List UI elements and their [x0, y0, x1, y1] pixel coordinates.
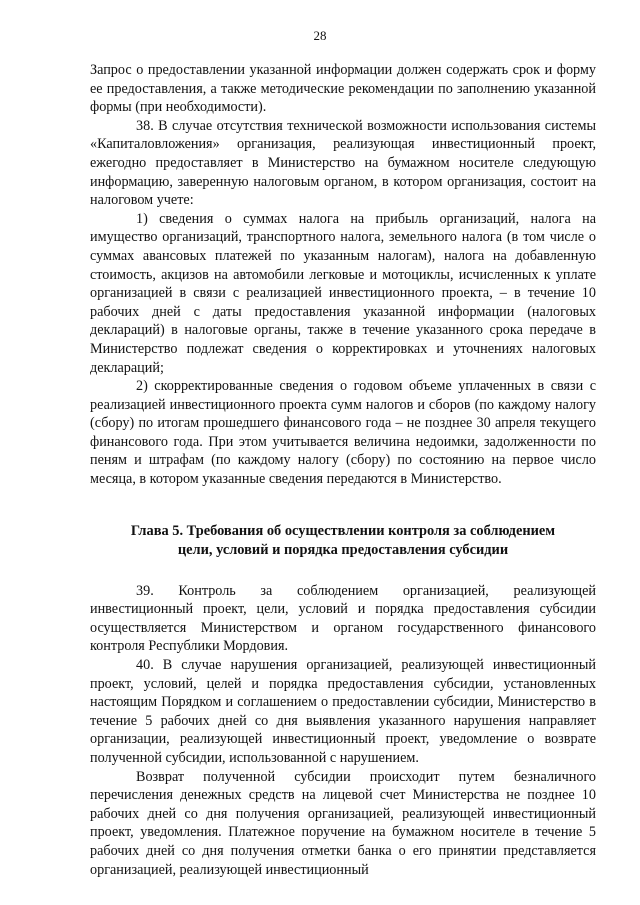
- paragraph: 1) сведения о суммах налога на прибыль организаций, налога на имущество организаций, транспортного налога, земельного налога (в том числе о суммах авансовых платежей по указанным налогам), налога на добавленную стоимость, акцизов на автомобили легковые и мотоциклы, исчисленных к уплате организацией в связи с реализацией инвестиционного проекта, – в течение 10 рабочих дней с даты предоставления указанной информации (налоговых деклараций) в налоговые органы, также в течение указанного срока передаче в Министерство подлежат сведения о корректировках и уточнениях налоговых деклараций;: [90, 210, 596, 376]
- paragraph: Запрос о предоставлении указанной информации должен содержать срок и форму ее предоставления, а также методические рекомендации по заполнению указанной формы (при необходимости).: [90, 62, 596, 116]
- paragraph: 40. В случае нарушения организацией, реализующей инвестиционный проект, условий, целей и порядка предоставления субсидии, установленных настоящим Порядком и соглашением о предоставлении субсидии, Министерство в течение 5 рабочих дней со дня выявления указанного нарушения направляет организации, реализующей инвестиционный проект, уведомление о возврате полученной субсидии, использованной с нарушением.: [90, 657, 596, 766]
- paragraph: 2) скорректированные сведения о годовом объеме уплаченных в связи с реализацией инвестиционного проекта сумм налогов и сборов (по каждому налогу (сбору) по итогам прошедшего финансового года – не позднее 30 апреля текущего финансового года. При этом учитывается величина недоимки, задолженности по пеням и штрафам (по каждому налогу (сбору) по состоянию на первое число месяца, в котором указанные сведения передаются в Министерство.: [90, 378, 596, 488]
- paragraph: 39. Контроль за соблюдением организацией, реализующей инвестиционный проект, цели, условий и порядка предоставления субсидии осуществляется Министерством и органом государственного финансового контроля Республики Мордовия.: [90, 582, 596, 655]
- paragraph: Возврат полученной субсидии происходит путем безналичного перечисления денежных средств на лицевой счет Министерства не позднее 10 рабочих дней со дня получения организацией, реализующей инвестиционный проект, уведомления. Платежное поручение на бумажном носителе в течение 5 рабочих дней со дня получения отметки банка о его принятии представляется организацией, реализующей инвестиционный: [90, 768, 596, 878]
- document-body: [90, 61, 596, 879]
- page-number: 28: [313, 28, 327, 43]
- chapter-heading-line-2: цели, условий и порядка предоставления субсидии: [177, 541, 509, 558]
- chapter-heading: [90, 522, 596, 560]
- chapter-heading-line-1: Глава 5. Требования об осуществлении контроля за соблюдением: [130, 522, 556, 539]
- section-bottom: [90, 582, 596, 880]
- section-top: [90, 61, 596, 489]
- paragraph: 38. В случае отсутствия технической возможности использования системы «Капиталовложения» организация, реализующая инвестиционный проект, ежегодно предоставляет в Министерство на бумажном носителе следующую информацию, заверенную налоговым органом, в котором организация, состоит на налоговом учете:: [90, 117, 596, 209]
